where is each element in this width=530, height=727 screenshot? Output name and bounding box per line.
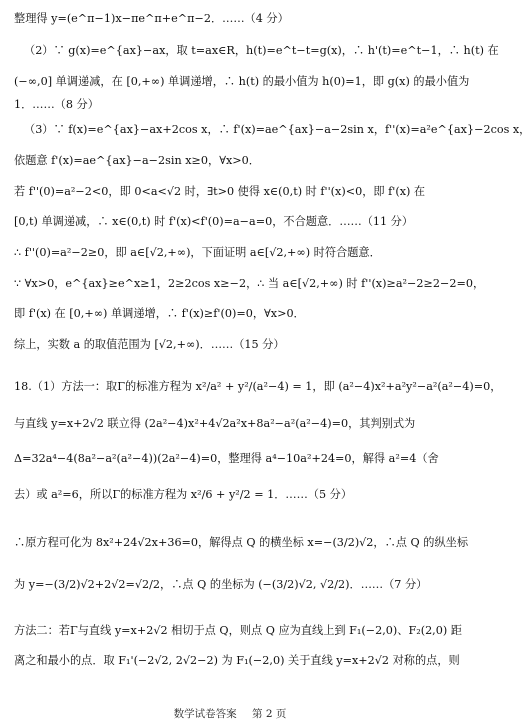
text-line: 18.（1）方法一：取Γ的标准方程为 x²/a² + y²/(a²−4) = 1，即 (a²−4)x²+a²y²−a²(a²−4)=0，: [14, 380, 502, 393]
text-line: (−∞,0] 单调递减，在 [0,+∞) 单调递增，∴ h(t) 的最小值为 h(0)=1，即 g(x) 的最小值为: [14, 75, 470, 88]
footer-title: 数学试卷答案: [173, 708, 237, 720]
text-line: 整理得 y=(e^π−1)x−πe^π+e^π−2．……（4 分）: [14, 12, 289, 25]
footer-page-number: 第 2 页: [251, 708, 287, 720]
text-line: ∴ f''(0)=a²−2≥0，即 a∈[√2,+∞)，下面证明 a∈[√2,+∞) 时符合题意．: [14, 246, 381, 259]
page-footer: [0, 708, 460, 720]
text-line: 去）或 a²=6，所以Γ的标准方程为 x²/6 + y²/2 = 1．……（5 分）: [14, 488, 353, 501]
text-line: 依题意 f'(x)=ae^{ax}−a−2sin x≥0，∀x>0．: [14, 154, 260, 167]
text-line: 为 y=−(3/2)√2+2√2=√2/2，∴点 Q 的坐标为 (−(3/2)√2, √2/2)．……（7 分）: [14, 578, 428, 591]
text-line: ∴原方程可化为 8x²+24√2x+36=0，解得点 Q 的横坐标 x=−(3/2)√2，∴点 Q 的纵坐标: [14, 536, 469, 549]
text-line: [0,t) 单调递减，∴ x∈(0,t) 时 f'(x)<f'(0)=a−a=0，不合题意．……（11 分）: [14, 215, 414, 228]
text-line: 方法二：若Γ与直线 y=x+2√2 相切于点 Q，则点 Q 应为直线上到 F₁(−2,0)、F₂(2,0) 距: [14, 624, 462, 637]
text-line: （3）∵ f(x)=e^{ax}−ax+2cos x，∴ f'(x)=ae^{ax}−a−2sin x，f''(x)=a²e^{ax}−2cos x，: [24, 123, 530, 136]
text-line: Δ=32a⁴−4(8a²−a²(a²−4))(2a²−4)=0，整理得 a⁴−10a²+24=0，解得 a²=4（舍: [14, 452, 439, 465]
text-line: 综上，实数 a 的取值范围为 [√2,+∞)．……（15 分）: [14, 338, 285, 351]
text-line: 1．……（8 分）: [14, 98, 99, 111]
text-line: 若 f''(0)=a²−2<0，即 0<a<√2 时，∃t>0 使得 x∈(0,t) 时 f''(x)<0，即 f'(x) 在: [14, 185, 426, 198]
text-line: 即 f'(x) 在 [0,+∞) 单调递增，∴ f'(x)≥f'(0)=0，∀x>0．: [14, 307, 305, 320]
text-line: 与直线 y=x+2√2 联立得 (2a²−4)x²+4√2a²x+8a²−a²(a²−4)=0，其判别式为: [14, 417, 416, 430]
text-line: 离之和最小的点．取 F₁'(−2√2, 2√2−2) 为 F₁(−2,0) 关于直线 y=x+2√2 对称的点，则: [14, 654, 460, 667]
text-line: ∵ ∀x>0，e^{ax}≥e^x≥1，2≥2cos x≥−2，∴ 当 a∈[√2,+∞) 时 f''(x)≥a²−2≥2−2=0，: [14, 277, 485, 290]
text-line: （2）∵ g(x)=e^{ax}−ax，取 t=ax∈R，h(t)=e^t−t=g(x)，∴ h'(t)=e^t−1，∴ h(t) 在: [24, 44, 499, 57]
